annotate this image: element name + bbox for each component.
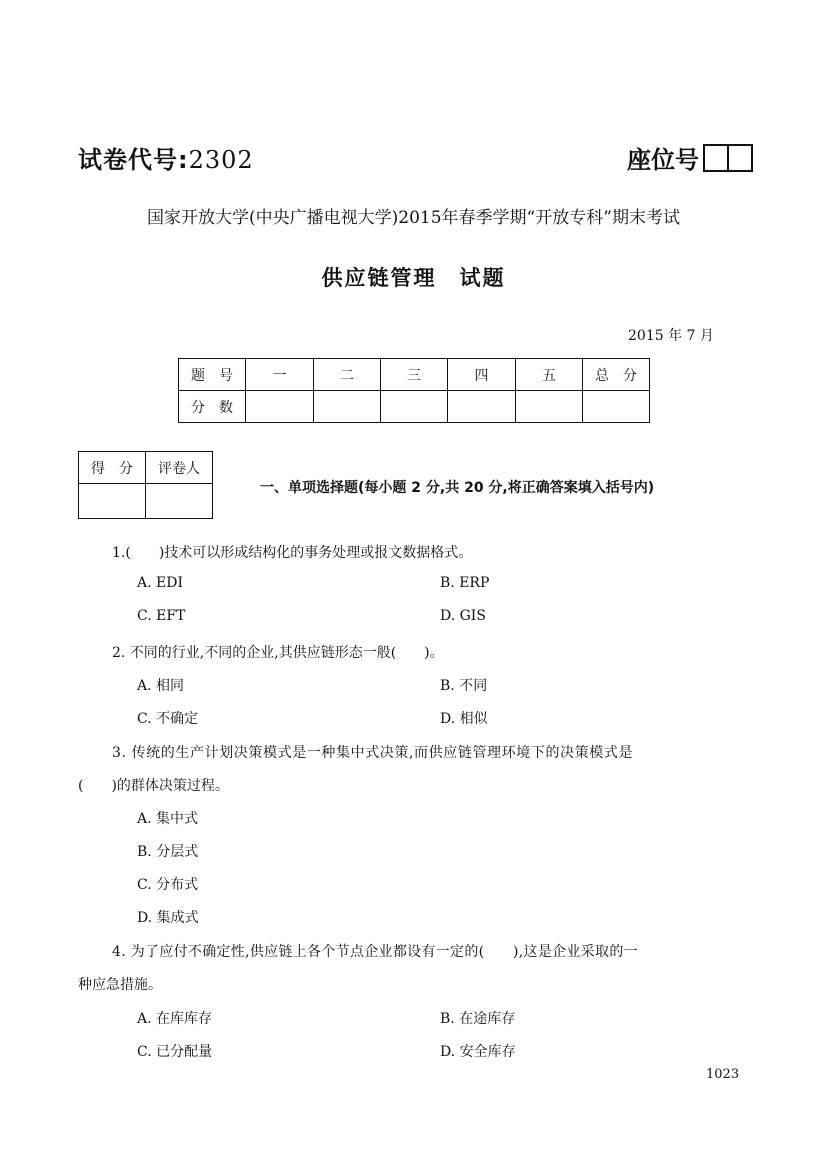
paper-code-label: 试卷代号:: [78, 146, 189, 174]
score-cell-blank: [314, 391, 381, 423]
page-number: 1023: [706, 1067, 740, 1082]
section-title: 一、单项选择题(每小题 2 分,共 20 分,将正确答案填入括号内): [260, 480, 655, 496]
grader-cell-blank: [79, 484, 146, 519]
option: A. 在库库存: [137, 1011, 213, 1027]
option: A. 集中式: [137, 811, 199, 827]
grader-cell-blank: [146, 484, 213, 519]
score-table-header-row: [179, 359, 650, 391]
question-stem-continued: 种应急措施。: [78, 977, 162, 993]
score-cell: 一: [246, 359, 314, 391]
grader-blank-row: [79, 484, 213, 519]
option: D. GIS: [440, 608, 486, 624]
option: A. EDI: [137, 575, 183, 591]
question-stem: 2. 不同的行业,不同的企业,其供应链形态一般( )。: [112, 645, 444, 661]
seat-number-boxes: [703, 144, 753, 172]
grader-table: [78, 451, 213, 519]
option: C. EFT: [137, 608, 186, 624]
option: B. ERP: [440, 575, 490, 591]
score-cell: 二: [314, 359, 381, 391]
option: C. 已分配量: [137, 1044, 213, 1060]
option: D. 集成式: [137, 910, 199, 926]
grader-cell: 评卷人: [146, 452, 213, 484]
question-stem: 4. 为了应付不确定性,供应链上各个节点企业都设有一定的( ),这是企业采取的一: [112, 944, 638, 960]
seat-number: [627, 140, 753, 175]
question-stem: 3. 传统的生产计划决策模式是一种集中式决策,而供应链管理环境下的决策模式是: [112, 745, 634, 761]
option: A. 相同: [137, 678, 185, 694]
subject-title: 供应链管理 试题: [321, 266, 506, 290]
grader-header-row: [79, 452, 213, 484]
score-cell-blank: [381, 391, 448, 423]
score-table: [178, 358, 650, 423]
seat-box: [729, 144, 753, 172]
exam-date: 2015 年 7 月: [628, 328, 714, 344]
score-cell-blank: [246, 391, 314, 423]
option: D. 安全库存: [440, 1044, 516, 1060]
score-table-score-row: [179, 391, 650, 423]
paper-code: [78, 140, 254, 175]
option: B. 在途库存: [440, 1011, 516, 1027]
question-stem-continued: ( )的群体决策过程。: [78, 778, 229, 794]
seat-number-label: 座位号: [627, 146, 699, 174]
option: C. 分布式: [137, 877, 199, 893]
score-cell: 总 分: [583, 359, 650, 391]
exam-title: 国家开放大学(中央广播电视大学)2015年春季学期“开放专科”期末考试: [147, 208, 680, 228]
grader-cell: 得 分: [79, 452, 146, 484]
option: B. 不同: [440, 678, 488, 694]
option: C. 不确定: [137, 711, 199, 727]
score-cell-blank: [448, 391, 516, 423]
seat-box: [703, 144, 729, 172]
score-cell: 三: [381, 359, 448, 391]
score-cell-blank: [516, 391, 583, 423]
score-cell-blank: [583, 391, 650, 423]
option: D. 相似: [440, 711, 488, 727]
score-cell: 五: [516, 359, 583, 391]
option: B. 分层式: [137, 844, 199, 860]
score-cell: 四: [448, 359, 516, 391]
question-stem: 1.( )技术可以形成结构化的事务处理或报文数据格式。: [112, 545, 473, 561]
score-cell: 题 号: [179, 359, 246, 391]
paper-code-value: 2302: [188, 146, 254, 174]
score-cell: 分 数: [179, 391, 246, 423]
